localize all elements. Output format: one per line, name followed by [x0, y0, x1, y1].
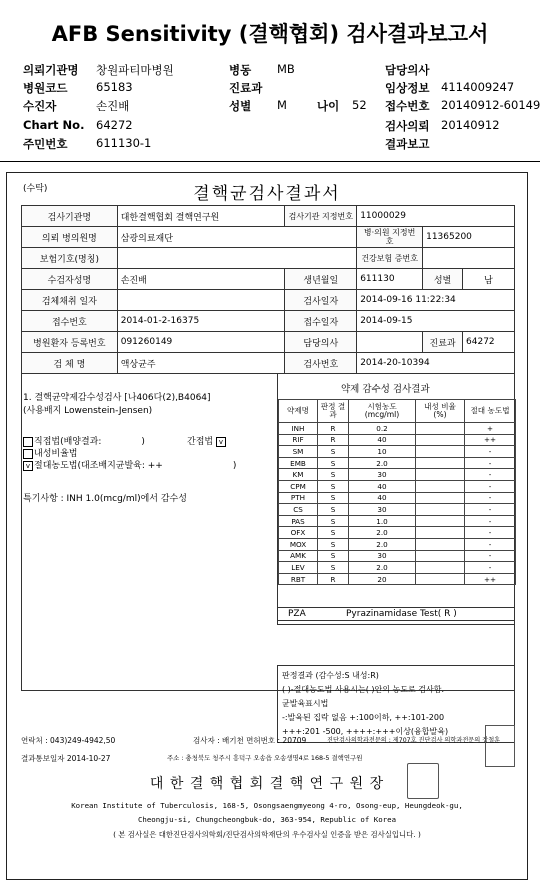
table-cell: S — [318, 562, 349, 574]
field-label: 진료과 — [229, 81, 263, 95]
cell-label: 성별 — [423, 269, 463, 290]
table-cell: - — [465, 446, 516, 458]
table-row — [279, 446, 516, 458]
cell-label: 검사기관 지정번호 — [285, 206, 357, 227]
table-cell: 2.0 — [349, 538, 416, 550]
field-value: 611130-1 — [96, 136, 152, 150]
table-cell: 1.0 — [349, 515, 416, 527]
field-label: 병원코드 — [23, 81, 68, 95]
judgement-line: 판정결과 (감수성:S 내성:R) — [282, 671, 379, 680]
org-seal-stamp-icon — [407, 763, 439, 799]
ratio-label: 내성비율법 — [34, 449, 78, 459]
table-row — [279, 527, 516, 539]
table-cell: KM — [279, 469, 318, 481]
judgement-box — [277, 665, 515, 743]
col-header: 약제명 — [279, 400, 318, 423]
field-value: 4114009247 — [441, 80, 515, 94]
cell-value: 2014-09-15 — [357, 311, 515, 332]
table-row — [22, 227, 515, 248]
table-cell: S — [318, 550, 349, 562]
field-label: 결과보고 — [385, 137, 430, 151]
cell-value: 64272 — [463, 332, 515, 353]
table-row — [22, 248, 515, 269]
field-label: 접수번호 — [385, 99, 430, 113]
table-row — [279, 562, 516, 574]
cell-label: 검사일자 — [285, 290, 357, 311]
table-cell: R — [318, 573, 349, 585]
table-cell — [416, 573, 465, 585]
table-cell: - — [465, 527, 516, 539]
direct-label: 직접법(배양결과: — [34, 437, 102, 447]
table-cell: R — [318, 434, 349, 446]
footer-report-date: 결과통보일자 2014-10-27 — [21, 754, 111, 763]
doc-title: 결핵균검사결과서 — [193, 184, 341, 204]
table-cell: S — [318, 492, 349, 504]
col-header: 판정 결과 — [318, 400, 349, 423]
table-cell: 10 — [349, 446, 416, 458]
special-note: 특기사항 : INH 1.0(mcg/ml)에서 감수성 — [23, 494, 187, 504]
cell-value: 남 — [463, 269, 515, 290]
col-header: 시험농도 (mcg/ml) — [349, 400, 416, 423]
field-value: 20140912-60149 — [441, 98, 540, 112]
table-row — [22, 206, 515, 227]
cell-value: 손진배 — [117, 269, 285, 290]
table-cell: 2.0 — [349, 527, 416, 539]
table-row — [279, 423, 516, 435]
table-cell: S — [318, 469, 349, 481]
table-cell — [416, 469, 465, 481]
cell-value: 2014-01-2-16375 — [117, 311, 285, 332]
field-label: 나이 — [317, 99, 340, 113]
cell-value: 091260149 — [117, 332, 285, 353]
table-cell: S — [318, 527, 349, 539]
medium-line: (사용배지 Lowenstein-Jensen) — [23, 406, 153, 416]
field-label: 주민번호 — [23, 137, 68, 151]
cell-label: 의뢰 병의원명 — [22, 227, 118, 248]
table-row — [22, 290, 515, 311]
cell-label: 건강보험 증번호 — [357, 248, 423, 269]
field-label: 의뢰기관명 — [23, 63, 79, 77]
table-cell: + — [465, 423, 516, 435]
direct-close: ) — [141, 437, 145, 447]
absolute-value: ++ — [147, 461, 163, 471]
cell-value: 대한결핵협회 결핵연구원 — [117, 206, 285, 227]
table-cell: 2.0 — [349, 457, 416, 469]
field-value: 손진배 — [96, 99, 130, 113]
doc-tag: (수탁) — [23, 184, 48, 194]
table-cell: OFX — [279, 527, 318, 539]
field-label: 검사의뢰 — [385, 119, 430, 133]
table-header-row — [279, 400, 516, 423]
cell-label: 병원환자 등록번호 — [22, 332, 118, 353]
table-cell: - — [465, 504, 516, 516]
field-value: M — [277, 98, 287, 112]
table-row — [279, 434, 516, 446]
table-cell — [416, 550, 465, 562]
cell-label: 검사번호 — [285, 353, 357, 374]
checkbox-ratio — [23, 449, 33, 459]
field-label: Chart No. — [23, 118, 85, 132]
table-cell — [416, 423, 465, 435]
pza-value: Pyrazinamidase Test( R ) — [346, 609, 457, 619]
cell-label: 수검자성명 — [22, 269, 118, 290]
field-label: 성별 — [229, 99, 252, 113]
footer-address: 주소 : 충청북도 청주시 흥덕구 오송읍 오송생명4로 168-5 결핵연구원 — [167, 754, 363, 762]
table-cell: 0.2 — [349, 423, 416, 435]
table-cell: 30 — [349, 469, 416, 481]
cell-value: 611130 — [357, 269, 423, 290]
seal-stamp-icon — [485, 725, 515, 767]
table-cell: - — [465, 538, 516, 550]
table-row — [279, 480, 516, 492]
table-cell: 40 — [349, 434, 416, 446]
cell-label: 진료과 — [423, 332, 463, 353]
table-cell: - — [465, 469, 516, 481]
field-label: 수진자 — [23, 99, 57, 113]
field-label: 담당의사 — [385, 63, 430, 77]
field-value: 64272 — [96, 118, 133, 132]
table-cell: SM — [279, 446, 318, 458]
judgement-line: ( )-절대농도법 사용시는( )안의 농도로 검사함. — [282, 685, 445, 694]
table-cell: - — [465, 515, 516, 527]
absolute-close: ) — [232, 461, 237, 471]
cell-label: 접수일자 — [285, 311, 357, 332]
field-label: 임상정보 — [385, 81, 430, 95]
table-cell: S — [318, 446, 349, 458]
cell-value: 삼광의료재단 — [117, 227, 356, 248]
table-row — [22, 353, 515, 374]
cell-label: 담당의사 — [285, 332, 357, 353]
table-row — [279, 504, 516, 516]
table-row — [22, 269, 515, 290]
table-cell: ++ — [465, 573, 516, 585]
table-cell: - — [465, 480, 516, 492]
table-cell: 30 — [349, 550, 416, 562]
cell-value: 액상균주 — [117, 353, 285, 374]
table-cell: PTH — [279, 492, 318, 504]
footer-note: ( 본 검사실은 대한진단검사의학회/진단검사의학재단의 우수검사실 인증을 받은 검사실입니다. ) — [113, 830, 421, 839]
table-cell: S — [318, 480, 349, 492]
table-cell: 40 — [349, 492, 416, 504]
field-value: MB — [277, 62, 295, 76]
table-cell: CS — [279, 504, 318, 516]
pza-label: PZA — [288, 609, 306, 619]
pza-row — [277, 607, 515, 621]
cell-label: 검체채취 일자 — [22, 290, 118, 311]
field-value: 52 — [352, 98, 367, 112]
table-row — [279, 538, 516, 550]
table-cell: S — [318, 504, 349, 516]
checkbox-indirect: v — [216, 437, 226, 447]
cell-value — [357, 332, 423, 353]
cell-label: 보험기호(명칭) — [22, 248, 118, 269]
table-cell — [416, 480, 465, 492]
table-cell: S — [318, 457, 349, 469]
table-cell: 40 — [349, 480, 416, 492]
table-cell: - — [465, 562, 516, 574]
indirect-label: 간접법 — [187, 437, 214, 447]
scanned-document — [6, 172, 528, 880]
col-header: 절대 농도법 — [465, 400, 516, 423]
cell-label: 검 체 명 — [22, 353, 118, 374]
table-cell — [416, 492, 465, 504]
table-row — [22, 311, 515, 332]
table-cell: RBT — [279, 573, 318, 585]
table-cell — [416, 504, 465, 516]
cell-label: 접수번호 — [22, 311, 118, 332]
table-cell — [416, 562, 465, 574]
cell-label: 생년월일 — [285, 269, 357, 290]
table-row — [279, 515, 516, 527]
table-cell — [416, 457, 465, 469]
table-cell: RIF — [279, 434, 318, 446]
table-cell: 20 — [349, 573, 416, 585]
judgement-line: -:발육된 집락 없음 +:100이하, ++:101-200 — [282, 713, 445, 722]
cell-value — [423, 248, 515, 269]
footer-english-2: Cheongju-si, Chungcheongbuk-do, 363-954, Republic of Korea — [137, 815, 397, 824]
cell-value — [117, 248, 356, 269]
table-cell: R — [318, 423, 349, 435]
checkbox-absolute: v — [23, 461, 33, 471]
judgement-line: +++:201 -500, ++++:+++이상(융합발육) — [282, 727, 449, 736]
table-row — [279, 457, 516, 469]
table-cell: - — [465, 492, 516, 504]
footer-english-1: Korean Institute of Tuberculosis, 168-5, Osongsaengmyeong 4-ro, Osong-eup, Heungdeok-gu, — [71, 801, 463, 810]
footer-phone: 연락처 : 043)249-4942,50 — [21, 736, 116, 745]
cell-value: 2014-09-16 11:22:34 — [357, 290, 515, 311]
report-title: AFB Sensitivity (결핵협회) 검사결과보고서 — [51, 22, 489, 46]
drug-table — [278, 399, 516, 585]
table-cell — [416, 446, 465, 458]
info-table — [21, 205, 515, 374]
table-cell — [416, 527, 465, 539]
table-cell: 2.0 — [349, 562, 416, 574]
footer-org-name: 대 한 결 핵 협 회 결 핵 연 구 원 장 — [149, 776, 385, 792]
table-cell: PAS — [279, 515, 318, 527]
judgement-line: 균발육표시법 — [282, 699, 329, 708]
cell-value: 2014-20-10394 — [357, 353, 515, 374]
table-cell: S — [318, 515, 349, 527]
divider — [0, 161, 540, 162]
table-cell: - — [465, 550, 516, 562]
table-cell: 30 — [349, 504, 416, 516]
table-cell — [416, 515, 465, 527]
table-row — [279, 550, 516, 562]
table-cell: MOX — [279, 538, 318, 550]
table-cell: ++ — [465, 434, 516, 446]
method-line: 1. 결핵균약제감수성검사 [나406다(2),B4064] — [23, 393, 211, 403]
cell-value: 11365200 — [423, 227, 515, 248]
table-row — [279, 573, 516, 585]
cell-value — [117, 290, 285, 311]
table-cell: S — [318, 538, 349, 550]
table-cell — [416, 538, 465, 550]
absolute-label: 절대농도법(대조배지균발육: — [34, 461, 145, 471]
table-row — [279, 492, 516, 504]
table-cell: EMB — [279, 457, 318, 469]
table-row — [22, 332, 515, 353]
checkbox-direct — [23, 437, 33, 447]
table-cell: CPM — [279, 480, 318, 492]
table-cell: - — [465, 457, 516, 469]
table-cell: LEV — [279, 562, 318, 574]
field-value: 창원파티마병원 — [96, 63, 174, 77]
col-header: 내성 비율(%) — [416, 400, 465, 423]
table-row — [279, 469, 516, 481]
footer-approver: 진단검사의학과전문의 : 제707호 진단검사 의학과전문의 장철훈 — [327, 737, 501, 744]
field-value: 65183 — [96, 80, 133, 94]
cell-value: 11000029 — [357, 206, 515, 227]
field-label: 병동 — [229, 63, 252, 77]
footer-examiner: 검사자 : 배기천 면허번호 : 20709 — [193, 736, 307, 745]
table-cell — [416, 434, 465, 446]
field-value: 20140912 — [441, 118, 500, 132]
table-cell: INH — [279, 423, 318, 435]
drug-table-caption: 약제 감수성 검사결과 — [341, 384, 430, 395]
cell-label: 병·의원 지정번호 — [357, 227, 423, 248]
cell-label: 검사기관명 — [22, 206, 118, 227]
table-cell: AMK — [279, 550, 318, 562]
